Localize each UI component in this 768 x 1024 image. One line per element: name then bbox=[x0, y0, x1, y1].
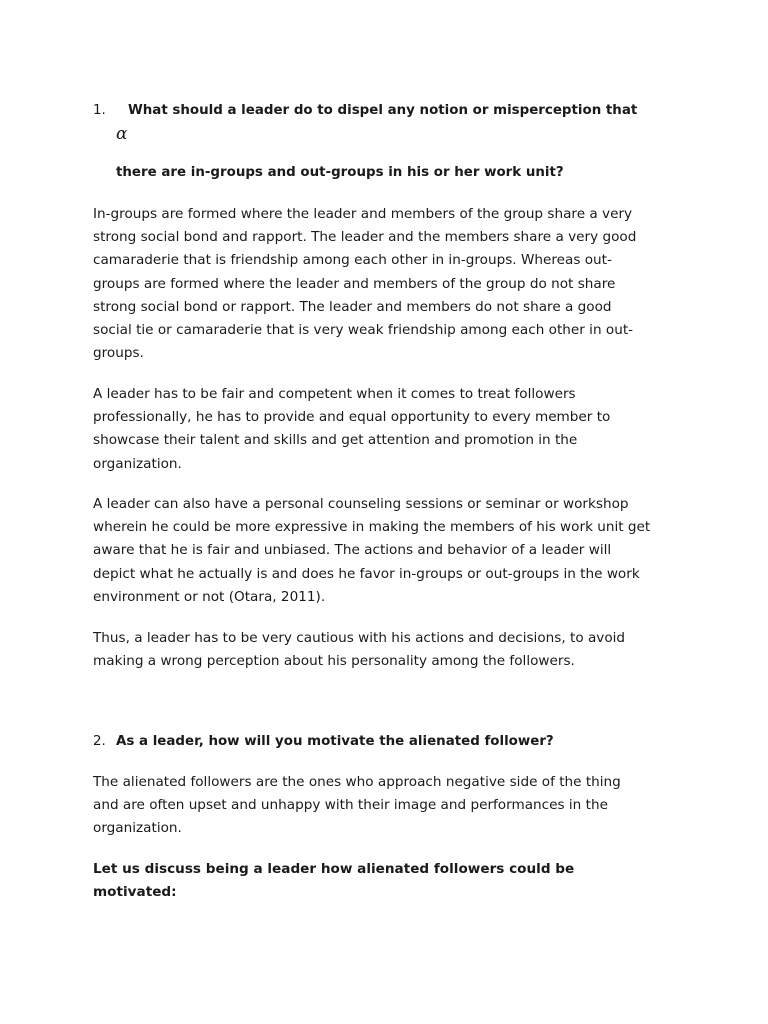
text-line: organization. bbox=[93, 820, 182, 837]
question-1-line-1: What should a leader do to dispel any notion or misperception that bbox=[128, 103, 638, 118]
text-line: professionally, he has to provide and equal opportunity to every member to bbox=[93, 409, 611, 426]
text-line: camaraderie that is friendship among each other in in-groups. Whereas out- bbox=[93, 252, 612, 269]
question-1-line-2: there are in-groups and out-groups in his or her work unit? bbox=[116, 165, 564, 180]
text-line: In-groups are formed where the leader and members of the group share a very bbox=[93, 206, 633, 222]
text-line: depict what he actually is and does he favor in-groups or out-groups in the work bbox=[93, 565, 640, 582]
text-line: making a wrong perception about his personality among the followers. bbox=[93, 653, 575, 670]
text-line: organization. bbox=[93, 455, 182, 472]
text-line: aware that he is fair and unbiased. The actions and behavior of a leader will bbox=[93, 542, 612, 559]
text-line: groups are formed where the leader and members of the group do not share bbox=[93, 275, 616, 292]
text-line: wherein he could be more expressive in making the members of his work unit get bbox=[93, 519, 651, 536]
text-line: The alienated followers are the ones who approach negative side of the thing bbox=[93, 774, 621, 790]
question-1-number: 1. bbox=[93, 103, 106, 118]
question-2-text: As a leader, how will you motivate the alienated follower? bbox=[116, 734, 554, 749]
text-line: Thus, a leader has to be very cautious with his actions and decisions, to avoid bbox=[93, 630, 626, 646]
answer-2-paragraph bbox=[93, 771, 693, 841]
answer-1-paragraph-1 bbox=[93, 203, 693, 365]
text-line: strong social bond and rapport. The leader and the members share a very good bbox=[93, 229, 637, 246]
text-line: groups. bbox=[93, 345, 144, 362]
answer-2-bold-heading bbox=[93, 858, 693, 904]
answer-1-paragraph-3 bbox=[93, 493, 693, 609]
answer-1-paragraph-4 bbox=[93, 627, 693, 673]
text-line: Let us discuss being a leader how alienated followers could be bbox=[93, 861, 575, 877]
text-line: and are often upset and unhappy with their image and performances in the bbox=[93, 797, 608, 814]
text-line: A leader has to be fair and competent when it comes to treat followers bbox=[93, 386, 576, 402]
answer-1-paragraph-2 bbox=[93, 383, 693, 476]
question-2-number: 2. bbox=[93, 734, 106, 749]
text-line: motivated: bbox=[93, 884, 177, 901]
alpha-symbol: α bbox=[116, 124, 128, 144]
text-line: social tie or camaraderie that is very weak friendship among each other in out- bbox=[93, 322, 634, 339]
text-line: A leader can also have a personal counseling sessions or seminar or workshop bbox=[93, 496, 629, 512]
text-line: showcase their talent and skills and get attention and promotion in the bbox=[93, 432, 578, 449]
text-line: strong social bond or rapport. The leader and members do not share a good bbox=[93, 298, 612, 315]
text-line: environment or not (Otara, 2011). bbox=[93, 588, 326, 605]
